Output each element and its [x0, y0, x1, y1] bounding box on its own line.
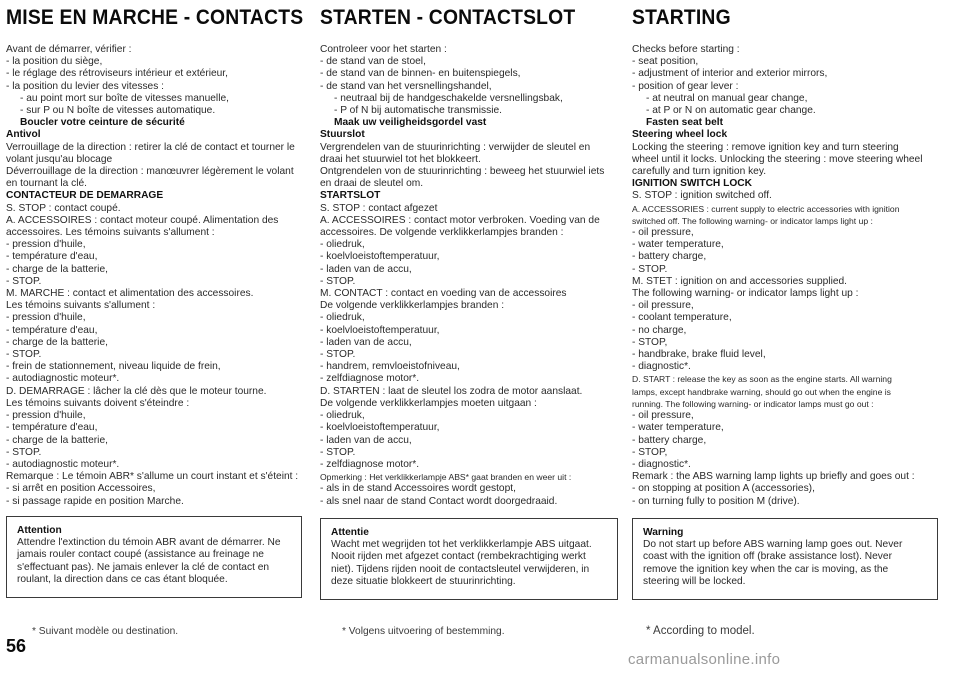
text-line: - neutraal bij de handgeschakelde versnellingsbak,	[334, 92, 563, 104]
text-line: Maak uw veiligheidsgordel vast	[334, 117, 487, 129]
text-line: Les témoins suivants doivent s'éteindre :	[6, 397, 190, 409]
text-line: - STOP.	[6, 446, 42, 458]
text-line: - on turning fully to position M (drive).	[632, 495, 800, 507]
text-line: - STOP.	[320, 349, 356, 361]
text-line: en tournant la clé.	[6, 178, 87, 190]
text-line: - oil pressure,	[632, 300, 694, 312]
text-line: - STOP,	[632, 336, 668, 348]
text-line: - charge de la batterie,	[6, 263, 108, 275]
text-line: STARTSLOT	[320, 190, 381, 202]
text-line: - P of N bij automatische transmissie.	[334, 105, 502, 117]
text-line: - battery charge,	[632, 434, 707, 446]
text-line: - STOP.	[632, 263, 668, 275]
text-line: Steering wheel lock	[632, 129, 728, 141]
body-text-en	[632, 44, 950, 508]
text-line: carefully and turn ignition key.	[632, 166, 767, 178]
body-text-fr	[6, 44, 306, 508]
text-line: - température d'eau,	[6, 324, 98, 336]
text-line: - als in de stand Accessoires wordt gestopt,	[320, 483, 516, 495]
text-line: - la position du levier des vitesses :	[6, 80, 164, 92]
text-line: Avant de démarrer, vérifier :	[6, 44, 132, 55]
text-line: accessoires. Les témoins suivants s'allument :	[6, 227, 215, 239]
text-line: Les témoins suivants s'allument :	[6, 300, 156, 312]
text-line: - le réglage des rétroviseurs intérieur et extérieur,	[6, 68, 228, 80]
text-line: lamps, except handbrake warning, should go out when the engine is	[632, 386, 891, 397]
text-line: A. ACCESSORIES : current supply to electric accessories with ignition	[632, 203, 900, 214]
text-line: - koelvloeistoftemperatuur,	[320, 251, 440, 263]
text-line: - coolant temperature,	[632, 312, 732, 324]
text-line: - si arrêt en position Accessoires,	[6, 483, 156, 495]
text-line: - seat position,	[632, 56, 699, 68]
footnote-fr: * Suivant modèle ou destination.	[32, 626, 179, 637]
column-english	[632, 0, 950, 677]
attention-box-nl	[320, 518, 618, 600]
text-line: running. The following warning- or indicator lamps must go out :	[632, 398, 874, 409]
text-line: - zelfdiagnose motor*.	[320, 373, 420, 385]
box-heading-en: Warning	[643, 527, 684, 538]
text-line: - oliedruk,	[320, 239, 365, 251]
text-line: - la position du siège,	[6, 56, 103, 68]
text-line: - laden van de accu,	[320, 336, 412, 348]
text-line: M. STET : ignition on and accessories supplied.	[632, 275, 847, 287]
column-dutch	[320, 0, 620, 677]
text-line: - pression d'huile,	[6, 239, 86, 251]
text-line: en draai de sleutel om.	[320, 178, 424, 190]
text-line: - handrem, remvloeistofniveau,	[320, 361, 460, 373]
text-line: Remark : the ABS warning lamp lights up briefly and goes out :	[632, 471, 915, 483]
text-line: Vergrendelen van de stuurinrichting : verwijder de sleutel en	[320, 141, 591, 153]
text-line: - zelfdiagnose motor*.	[320, 458, 420, 470]
text-line: Controleer voor het starten :	[320, 44, 447, 55]
text-line: - adjustment of interior and exterior mirrors,	[632, 68, 828, 80]
text-line: Opmerking : Het verklikkerlampje ABS* gaat branden en weer uit :	[320, 472, 572, 483]
text-line: - pression d'huile,	[6, 312, 86, 324]
box-text-en: Do not start up before ABS warning lamp goes out. Never coast with the ignition off (brake assistance lost). Never remove the ignition key when the car is moving, as the steering will be locked.	[643, 539, 903, 587]
text-line: - température d'eau,	[6, 251, 98, 263]
text-line: Ontgrendelen von de stuurinrichting : beweeg het stuurwiel iets	[320, 166, 605, 178]
text-line: - water temperature,	[632, 239, 724, 251]
text-line: CONTACTEUR DE DEMARRAGE	[6, 190, 164, 202]
text-line: Boucler votre ceinture de sécurité	[20, 117, 185, 129]
text-line: De volgende verklikkerlampjes moeten uitgaan :	[320, 397, 537, 409]
box-heading-fr: Attention	[17, 525, 62, 536]
text-line: IGNITION SWITCH LOCK	[632, 178, 752, 190]
text-line: - oliedruk,	[320, 312, 365, 324]
text-line: - no charge,	[632, 324, 687, 336]
text-line: - STOP.	[6, 349, 42, 361]
text-line: - oil pressure,	[632, 227, 694, 239]
text-line: - STOP.	[320, 275, 356, 287]
text-line: - oil pressure,	[632, 410, 694, 422]
text-line: - handbrake, brake fluid level,	[632, 349, 766, 361]
text-line: The following warning- or indicator lamps light up :	[632, 288, 859, 300]
text-line: - position of gear lever :	[632, 80, 739, 92]
box-text-fr: Attendre l'extinction du témoin ABR avant de démarrer. Ne jamais rouler contact coupé (assistance au freinage ne s'effectuant pas). Ne jamais enlever la clé de contact en roulant, la direction dans ce cas étant bloquée.	[17, 537, 281, 585]
text-line: D. DEMARRAGE : lâcher la clé dès que le moteur tourne.	[6, 385, 267, 397]
text-line: - STOP.	[320, 446, 356, 458]
text-line: Fasten seat belt	[646, 117, 723, 129]
footnote-nl: * Volgens uitvoering of bestemming.	[342, 626, 505, 637]
text-line: Antivol	[6, 129, 41, 141]
text-line: - STOP.	[6, 275, 42, 287]
text-line: - charge de la batterie,	[6, 434, 108, 446]
text-line: - de stand van het versnellingshandel,	[320, 80, 492, 92]
text-line: - autodiagnostic moteur*.	[6, 458, 120, 470]
box-text-nl: Wacht met wegrijden tot het verklikkerlampje ABS uitgaat. Nooit rijden met afgezet contact (rembekrachtiging werkt niet). Tijdens rijden nooit de contactsleutel verwijderen, in deze situatie blokkeert de stuurinrichting.	[331, 539, 592, 587]
column-french	[6, 0, 306, 677]
text-line: D. STARTEN : laat de sleutel los zodra de motor aanslaat.	[320, 385, 583, 397]
text-line: - at neutral on manual gear change,	[646, 92, 808, 104]
text-line: - si passage rapide en position Marche.	[6, 495, 184, 507]
body-text-nl	[320, 44, 620, 508]
text-line: Verrouillage de la direction : retirer la clé de contact et tourner le	[6, 141, 295, 153]
text-line: D. START : release the key as soon as the engine starts. All warning	[632, 374, 892, 385]
text-line: - pression d'huile,	[6, 410, 86, 422]
text-line: switched off. The following warning- or indicator lamps light up :	[632, 215, 873, 226]
text-line: M. CONTACT : contact en voeding van de accessoires	[320, 288, 567, 300]
text-line: - koelvloeistoftemperatuur,	[320, 422, 440, 434]
text-line: - laden van de accu,	[320, 263, 412, 275]
text-line: - on stopping at position A (accessories),	[632, 483, 815, 495]
text-line: - au point mort sur boîte de vitesses manuelle,	[20, 92, 229, 104]
text-line: - diagnostic*.	[632, 458, 691, 470]
text-line: - diagnostic*.	[632, 361, 691, 373]
text-line: - laden van de accu,	[320, 434, 412, 446]
text-line: A. ACCESSOIRES : contact moteur coupé. Alimentation des	[6, 214, 279, 226]
text-line: - frein de stationnement, niveau liquide de frein,	[6, 361, 221, 373]
text-line: - STOP,	[632, 446, 668, 458]
text-line: - oliedruk,	[320, 410, 365, 422]
text-line: S. STOP : ignition switched off.	[632, 190, 772, 202]
section-title-nl: STARTEN - CONTACTSLOT	[320, 6, 576, 29]
attention-box-fr	[6, 516, 302, 598]
text-line: - autodiagnostic moteur*.	[6, 373, 120, 385]
footnote-en: * According to model.	[646, 625, 755, 637]
text-line: - battery charge,	[632, 251, 707, 263]
watermark: carmanualsonline.info	[628, 651, 781, 668]
text-line: draai het stuurwiel tot het blokkeert.	[320, 153, 481, 165]
text-line: S. STOP : contact afgezet	[320, 202, 438, 214]
section-title-en: STARTING	[632, 6, 731, 29]
page-number: 56	[6, 636, 27, 656]
text-line: - water temperature,	[632, 422, 724, 434]
text-line: Locking the steering : remove ignition key and turn steering	[632, 141, 899, 153]
text-line: Remarque : Le témoin ABR* s'allume un court instant et s'éteint :	[6, 471, 299, 483]
text-line: accessoires. De volgende verklikkerlampjes branden :	[320, 227, 564, 239]
section-title-fr: MISE EN MARCHE - CONTACTS	[6, 6, 304, 29]
text-line: wheel until it locks. Unlocking the steering : move steering wheel	[632, 153, 923, 165]
text-line: Checks before starting :	[632, 44, 740, 55]
text-line: - température d'eau,	[6, 422, 98, 434]
text-line: - als snel naar de stand Contact wordt doorgedraaid.	[320, 495, 558, 507]
text-line: - de stand van de stoel,	[320, 56, 426, 68]
text-line: - charge de la batterie,	[6, 336, 108, 348]
text-line: A. ACCESSOIRES : contact motor verbroken. Voeding van de	[320, 214, 600, 226]
text-line: Déverrouillage de la direction : manœuvrer légèrement le volant	[6, 166, 294, 178]
box-heading-nl: Attentie	[331, 527, 369, 538]
text-line: S. STOP : contact coupé.	[6, 202, 121, 214]
text-line: - koelvloeistoftemperatuur,	[320, 324, 440, 336]
warning-box-en	[632, 518, 938, 600]
text-line: - de stand van de binnen- en buitenspiegels,	[320, 68, 521, 80]
text-line: - at P or N on automatic gear change.	[646, 105, 816, 117]
text-line: volant jusqu'au blocage	[6, 153, 113, 165]
text-line: Stuurslot	[320, 129, 365, 141]
text-line: M. MARCHE : contact et alimentation des accessoires.	[6, 288, 254, 300]
text-line: De volgende verklikkerlampjes branden :	[320, 300, 505, 312]
text-line: - sur P ou N boîte de vitesses automatique.	[20, 105, 216, 117]
